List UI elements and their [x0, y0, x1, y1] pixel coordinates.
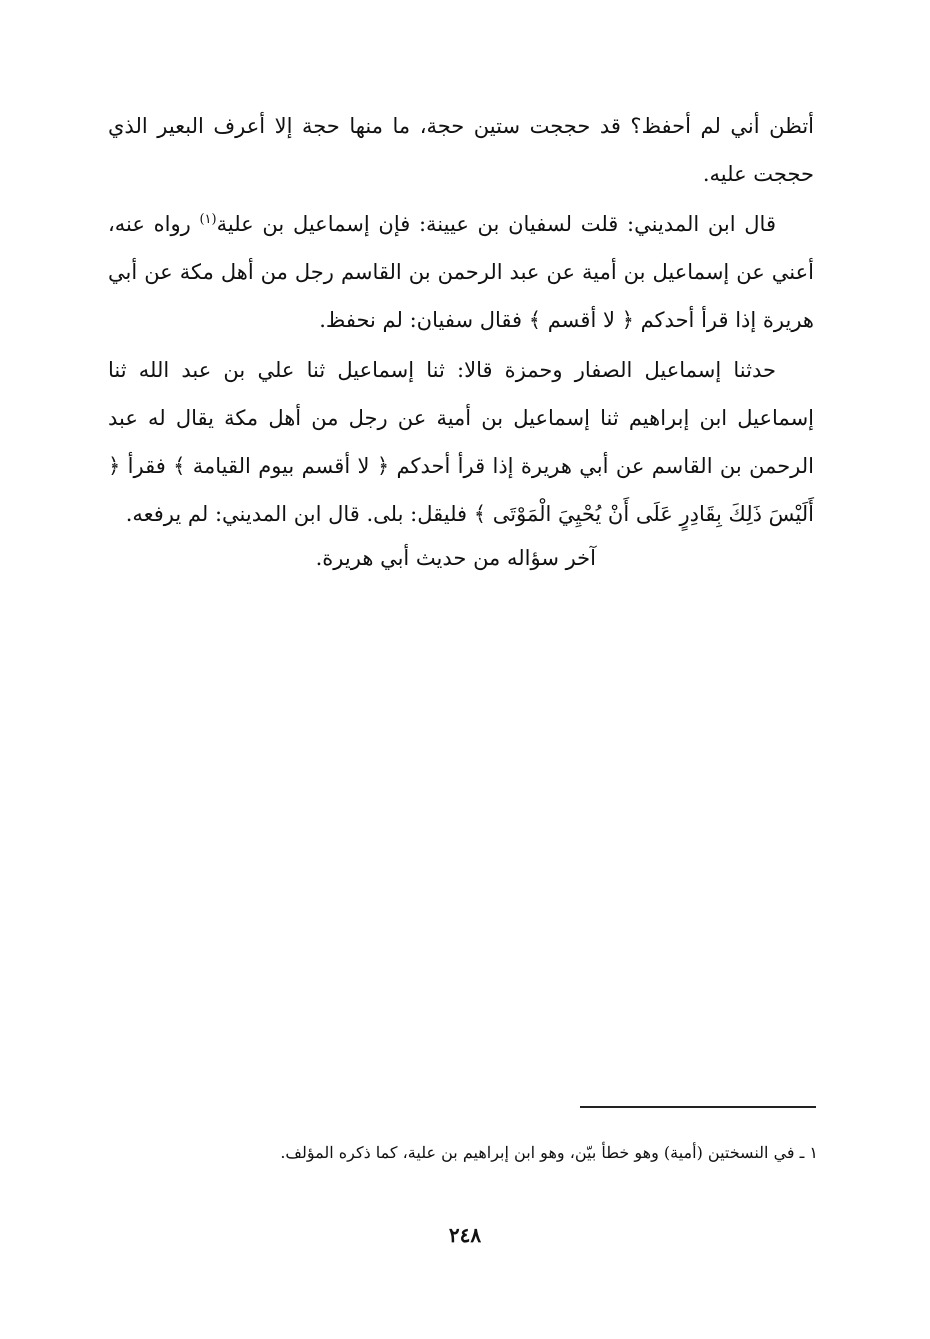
paragraph-2 [108, 200, 814, 344]
paragraph-2-part-2: رواه عنه، أعني عن إسماعيل بن أمية عن عبد الرحمن بن القاسم رجل من أهل مكة عن أبي هريرة إذا قرأ أحدكم ﴿ لا أقسم ﴾ فقال سفيان: لم نحفظ. [108, 212, 814, 332]
paragraph-2-part-1: قال ابن المديني: قلت لسفيان بن عيينة: فإن إسماعيل بن علية [216, 212, 776, 236]
page-number: ٢٤٨ [448, 1223, 482, 1247]
paragraph-1: أتظن أني لم أحفظ؟ قد حججت ستين حجة، ما منها حجة إلا أعرف البعير الذي حججت عليه. [108, 114, 814, 186]
footnote: ١ ـ في النسختين (أمية) وهو خطأ بيّن، وهو ابن إبراهيم بن علية، كما ذكره المؤلف. [280, 1143, 818, 1162]
closing-line: آخر سؤاله من حديث أبي هريرة. [315, 546, 596, 570]
footnote-reference: (١) [199, 212, 217, 227]
paragraph-3: حدثنا إسماعيل الصفار وحمزة قالا: ثنا إسماعيل ثنا علي بن عبد الله ثنا إسماعيل ابن إبراهيم ثنا إسماعيل بن أمية عن رجل من أهل مكة يقال له عبد الرحمن بن القاسم عن أبي هريرة إذا قرأ أحدكم ﴿ لا أقسم بيوم القيامة ﴾ فقرأ ﴿ أَلَيْسَ ذَلِكَ بِقَادِرٍ عَلَى أَنْ يُحْيِيَ الْمَوْتَى ﴾ فليقل: بلى. قال ابن المديني: لم يرفعه. [108, 358, 814, 526]
footnote-separator [580, 1106, 816, 1108]
